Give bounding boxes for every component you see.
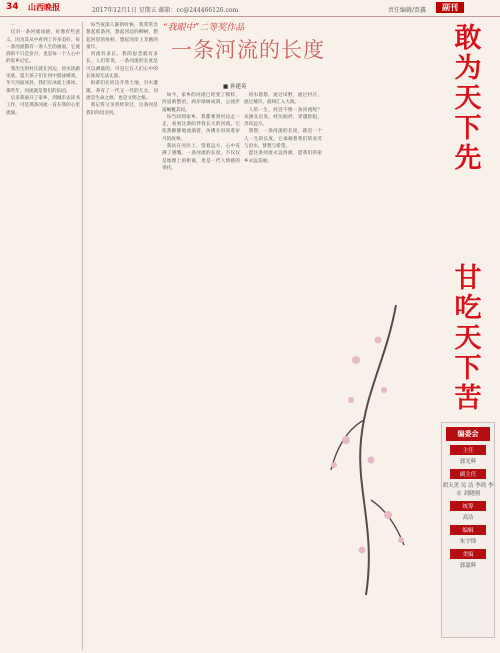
paragraph: 后来我离开了家乡，到城市去读书工作，可是那条河流一直在我的心里流淌。 [6,95,80,116]
text-column-3 [162,92,240,650]
paragraph: 人的一生，何尝不像一条河流呢？从源头出发，经历曲折，穿越险阻，奔向远方。 [244,107,322,128]
paragraph: 我想，一条河流的长度，就是一个人一生的长度。它承载着我们的欢笑与泪水，梦想与希望。 [244,129,322,150]
paragraph: 愿这条河流永远清澈，愿我们的家乡永远美丽。 [244,151,322,164]
paragraph: 一 [10,23,16,28]
article-kicker: “我眼中”二等奖作品 [163,23,245,33]
editorial-board-heading: 编委会 [446,427,490,441]
paragraph: 河水悠悠，流过田野，流过村庄，流过城市，最终汇入大海。 [244,93,322,106]
paragraph: 每当夜深人静的时候，我常常会想起那条河，想起河边的柳树，想起河里的鱼虾，想起河岸上奔跑的童年。 [86,23,158,50]
page-number: 34 [6,2,19,12]
text-column-1 [6,22,80,650]
editor-role: 副主任 [450,469,486,479]
editor-name: 朱宇锋 [459,539,477,545]
article-byline: ■ 孙建英 [223,84,247,90]
issue-date: 2017年12月1日 星期五 邮箱：cc@244466126.com [92,7,239,14]
editorial-board [441,422,495,638]
article-heading [163,20,353,90]
editor-name: 郭光辉 [459,459,477,465]
column-divider [82,22,83,650]
text-column-2 [86,22,158,650]
paragraph: 每当回到家乡，我都要到河边走一走，看看这条陪伴我长大的河流。它依然静静地流淌着，仿佛在诉说着岁月的故事。 [162,114,240,142]
page-header [0,0,500,17]
editor-role: 统筹 [450,501,486,511]
feature-title [444,24,492,414]
paragraph: 我出生的村庄就在河边，河水清澈见底，夏天孩子们在河中游泳嬉戏，冬天河面冰封，我们在冰面上滑冰。那些年，河流就是我们的乐园。 [6,66,80,94]
text-column-4 [244,92,322,650]
feature-title-line: 敢为天下先 [454,23,482,174]
editor-name: 郭嘉辉 [459,563,477,569]
editor-name: 高洁 [462,515,474,521]
editor-name: 胡天美 吴 洁 李鸿 李永 刘晓刚 [442,483,494,497]
newspaper-name: 山西晚报 [28,2,60,12]
paragraph: 我记得父亲曾经说过，这条河是我们的母亲河。 [86,103,158,116]
paragraph: 如今，家乡的河流已经变了模样，河道被整治，两岸绿树成荫，公园步道蜿蜒其间。 [162,93,240,113]
responsible-editor: 责任编辑/贾鑫 [388,7,427,14]
article-headline: 一条河流的长度 [171,38,325,62]
feature-title-line: 甘吃天下苦 [454,263,482,414]
paragraph: 河流有多长，我的思念就有多长。人们常说，一条河流的长度是可以测量的，可是它在人们心中的长度却无法丈量。 [86,52,158,80]
paragraph: 祖辈们在河边开垦土地，引水灌溉，养育了一代又一代的儿女。河流是生命之源，也是文明之根。 [86,81,158,101]
plum-blossom-illustration [326,300,408,600]
paragraph: 我站在河岸上，望着远方，心中充满了感慨。一条河流的长度，不仅仅是地理上的距离，更是一代人情感的寄托。 [162,144,240,171]
paragraph: 仅对一条河流而感，好像有些意义，因为其从中看到了许多美好。每一条河流都有一条人生的画面，它流淌的不只是岁月，也是每一个人心中的家乡记忆。 [6,30,80,65]
section-badge: 副刊 [436,2,464,13]
editor-role: 主任 [450,445,486,455]
editor-role: 美编 [450,549,486,559]
editor-role: 编辑 [450,525,486,535]
